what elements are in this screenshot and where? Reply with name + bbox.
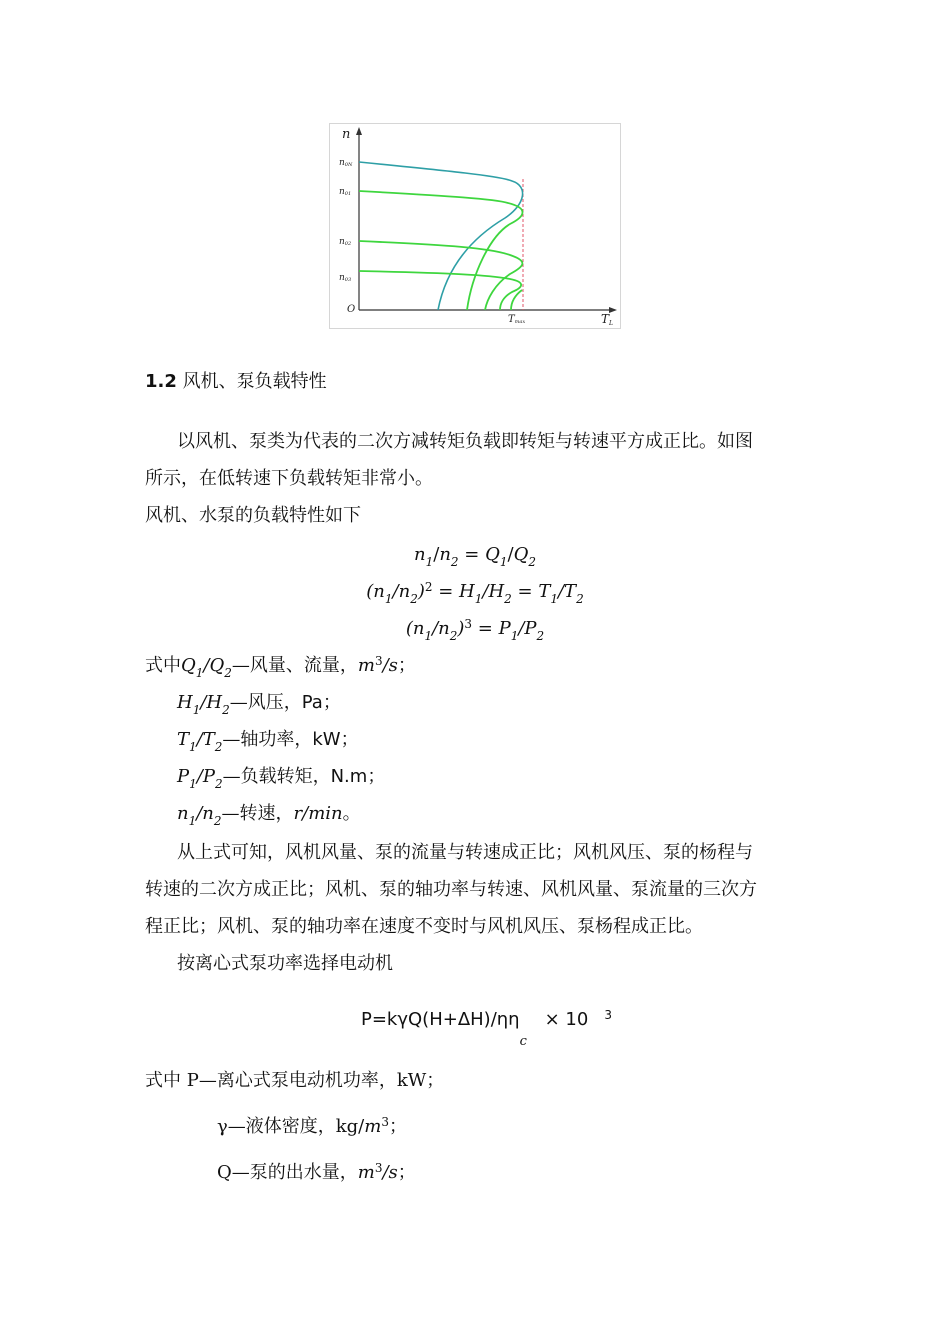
rated-speed-curve xyxy=(359,162,523,310)
definition-gamma: γ—液体密度，$kg/m^3$； xyxy=(217,1115,407,1137)
speed-torque-chart xyxy=(330,124,622,330)
origin-label: O xyxy=(347,304,356,315)
definition-n: $n_1/n_2—$转速，r/min。 xyxy=(177,803,361,828)
section-heading xyxy=(145,371,327,393)
definition-h: $H_1/H_2—$风压，Pa； xyxy=(177,692,341,717)
tick-n0N: n0N xyxy=(339,158,353,168)
para4: 按离心式泵功率选择电动机 xyxy=(177,953,393,974)
x-axis-label: TL xyxy=(601,312,613,327)
para1-line2: 所示，在低转速下负载转矩非常小。 xyxy=(145,468,433,489)
speed-curve-01 xyxy=(359,191,523,310)
tick-n02: n02 xyxy=(339,237,352,247)
section-title: 风机、泵负载特性 xyxy=(182,371,327,392)
definition-q-flow: Q—泵的出水量，$m^3/s$； xyxy=(217,1161,416,1183)
definition-p: $P_1/P_2—$负载转矩，N.m； xyxy=(177,766,386,791)
para3-line2: 转速的二次方成正比；风机、泵的轴功率与转速、风机风量、泵流量的三次方 xyxy=(145,879,757,900)
definition-motor-p: 式中 P—离心式泵电动机功率，kW； xyxy=(145,1070,445,1091)
speed-curve-04 xyxy=(511,290,522,310)
x-axis-arrow xyxy=(609,307,617,313)
tick-Tmax: Tmax xyxy=(508,314,526,325)
equation-motor-power: $P=k\gamma Q(H+\Delta H)/\eta\eta_c \times 10$ $^3$ xyxy=(361,1008,612,1049)
speed-torque-figure xyxy=(329,123,621,329)
definition-t: $T_1/T_2—$轴功率，kW； xyxy=(177,729,359,754)
tick-n03: n03 xyxy=(339,273,352,283)
equation-1: $n_1/n_2 = Q_1/Q_2$ xyxy=(414,544,536,569)
equation-2: $(n_1/n_2)^2 = H_1/H_2 = T_1/T_2$ xyxy=(366,580,584,606)
definition-q: 式中$Q_1/Q_2—$风量、流量，$m^3/s$； xyxy=(145,654,416,680)
y-axis-arrow xyxy=(356,127,362,135)
tick-n01: n01 xyxy=(339,187,352,197)
equation-3: $(n_1/n_2)^3 = P_1/P_2$ xyxy=(405,617,545,643)
para1-line1: 以风机、泵类为代表的二次方减转矩负载即转矩与转速平方成正比。如图 xyxy=(177,431,753,452)
para2: 风机、水泵的负载特性如下 xyxy=(145,505,361,526)
y-axis-label: n xyxy=(342,127,351,142)
para3-line1: 从上式可知，风机风量、泵的流量与转速成正比；风机风压、泵的杨程与 xyxy=(177,842,753,863)
para3-line3: 程正比；风机、泵的轴功率在速度不变时与风机风压、泵杨程成正比。 xyxy=(145,916,703,937)
section-number: 1.2 xyxy=(145,371,177,392)
